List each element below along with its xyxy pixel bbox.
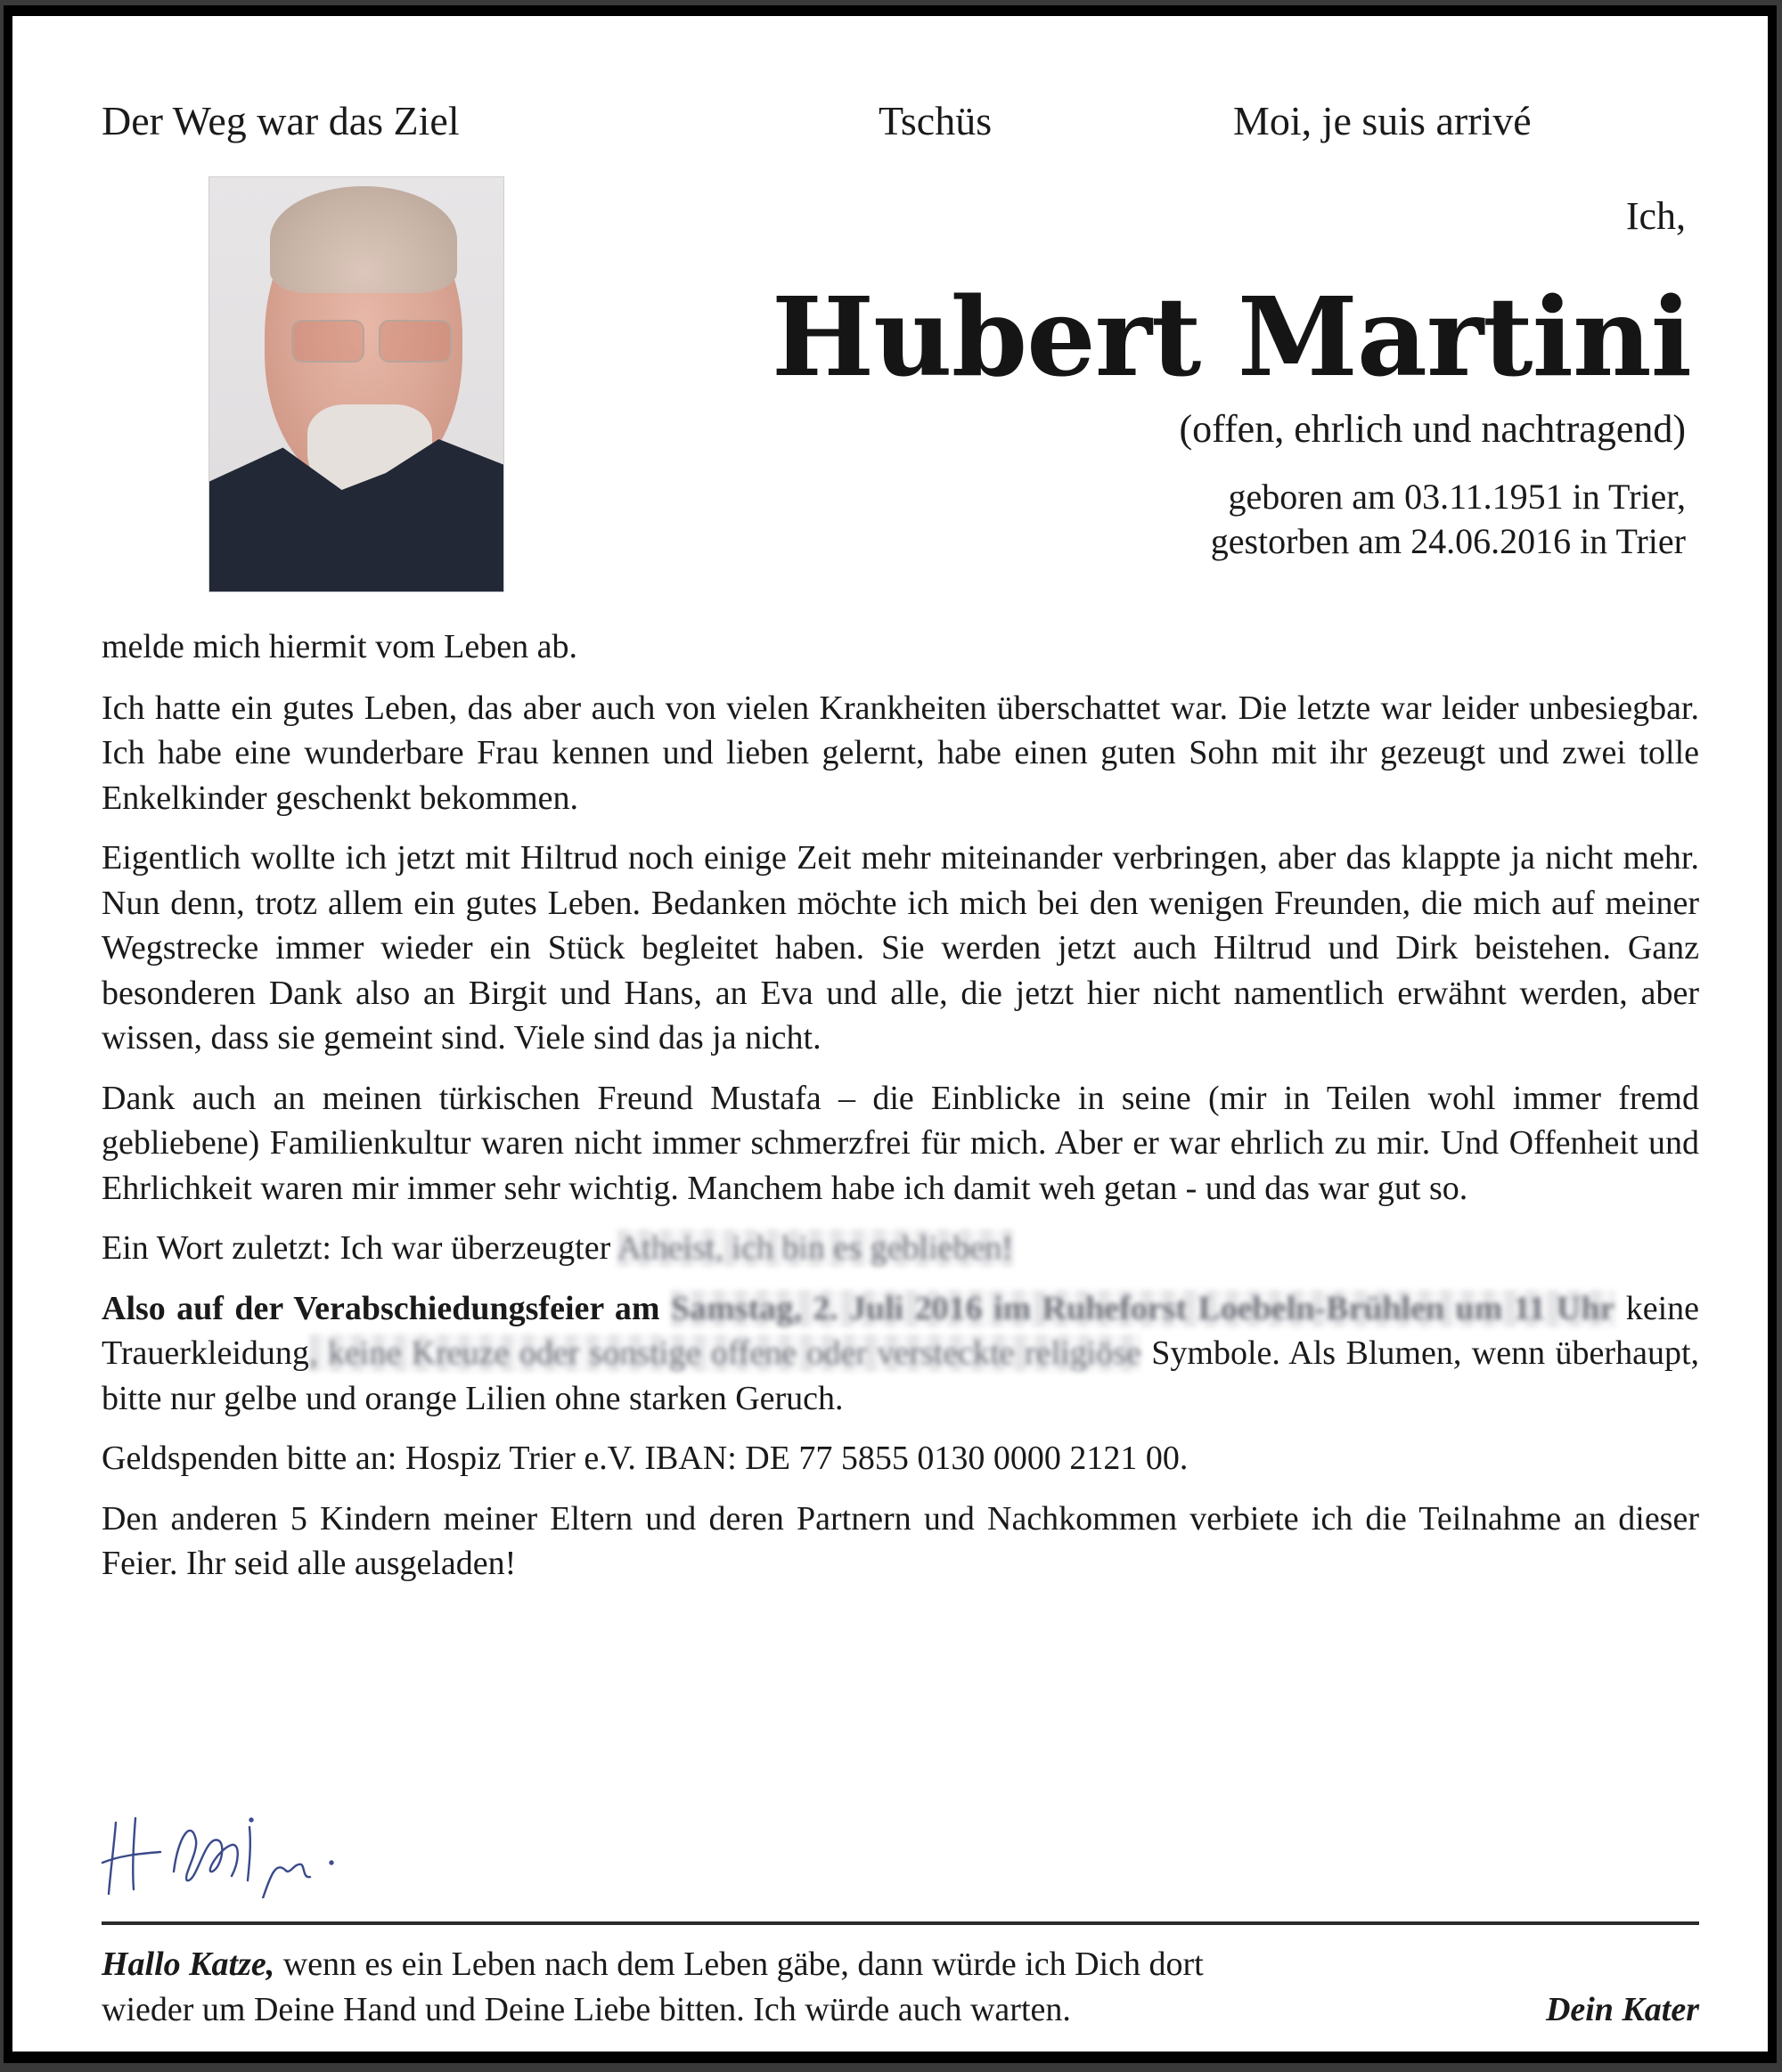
life-dates <box>1211 475 1686 564</box>
postscript-line-1 <box>102 1942 1699 1987</box>
intro-text: Ich, <box>1625 194 1686 238</box>
obituary-body <box>102 624 1699 1602</box>
signature-icon <box>98 1800 419 1898</box>
paragraph-6-text: Symbole. Als Blumen, wenn überhaupt, bitte nur gelbe und orange Lilien ohne starken Geruch. <box>102 1334 1699 1417</box>
paragraph-7: Geldspenden bitte an: Hospiz Trier e.V. IBAN: DE 77 5855 0130 0000 2121 00. <box>102 1440 1189 1477</box>
paragraph-2: Ich hatte ein gutes Leben, das aber auch von vielen Krankheiten überschattet war. Die letzte war leider unbesiegbar. Ich habe eine wunderbare Frau kennen und lieben gelernt, habe einen guten Sohn mit ihr gezeugt und zwei tolle Enkelkinder geschenkt bekommen. <box>102 689 1699 817</box>
portrait-glasses-left <box>291 320 364 363</box>
paragraph-5 <box>102 1226 1699 1271</box>
paragraph-8: Den anderen 5 Kindern meiner Eltern und deren Partnern und Nachkommen verbiete ich die Teilnahme an dieser Feier. Ihr seid alle ausgeladen! <box>102 1499 1699 1582</box>
obituary-card <box>12 16 1768 2052</box>
paragraph-6 <box>102 1286 1699 1422</box>
portrait-hair <box>270 186 457 293</box>
postscript-greeting: Hallo Katze, <box>102 1946 275 1983</box>
postscript <box>102 1942 1699 2032</box>
divider-rule <box>102 1921 1699 1925</box>
traits-text: (offen, ehrlich und nachtragend) <box>1179 407 1686 451</box>
portrait-glasses-right <box>379 320 452 363</box>
paragraph-4: Dank auch an meinen türkischen Freund Mustafa – die Einblicke in seine (mir in Teilen wohl immer fremd gebliebene) Familienkultur waren nicht immer schmerzfrei für mich. Aber er war ehrlich zu mir. Und Offenheit und Ehrlichkeit waren mir immer sehr wichtig. Manchem habe ich damit weh getan - und das war gut so. <box>102 1079 1699 1207</box>
postscript-signoff: Dein Kater <box>1545 1990 1699 2028</box>
motto-center: Tschüs <box>879 98 993 143</box>
motto-row <box>102 94 1699 148</box>
motto-right: Moi, je suis arrivé <box>1233 98 1532 143</box>
birth-date: geboren am 03.11.1951 in Trier, <box>1228 477 1686 517</box>
paragraph-6-bold: Also auf der Verabschiedungsfeier am <box>102 1289 671 1327</box>
censored-text: Atheist, ich bin es geblieben! <box>617 1229 1013 1267</box>
censored-text: Samstag, 2. Juli 2016 im Ruheforst Loebeln-Brühlen um 11 Uhr <box>670 1289 1615 1327</box>
portrait-photo <box>208 176 504 592</box>
motto-left: Der Weg war das Ziel <box>102 98 460 143</box>
paragraph-6-text: keine Trauerkleidung <box>102 1289 1699 1372</box>
paragraph-1: melde mich hiermit vom Leben ab. <box>102 628 577 665</box>
death-date: gestorben am 24.06.2016 in Trier <box>1210 521 1686 561</box>
paragraph-3: Eigentlich wollte ich jetzt mit Hiltrud noch einige Zeit mehr miteinander verbringen, aber das klappte ja nicht mehr. Nun denn, trotz allem ein gutes Leben. Bedanken möchte ich mich bei den wenigen Freunden, die mich auf meiner Wegstrecke immer wieder ein Stück begleitet haben. Sie werden jetzt auch Hiltrud und Dirk beistehen. Ganz besonderen Dank also an Birgit und Hans, an Eva und alle, die jetzt hier nicht namentlich erwähnt werden, aber wissen, dass sie gemeint sind. Viele sind das ja nicht. <box>102 839 1699 1056</box>
postscript-text-1: wenn es ein Leben nach dem Leben gäbe, dann würde ich Dich dort <box>274 1946 1204 1983</box>
postscript-text-2: wieder um Deine Hand und Deine Liebe bitten. Ich würde auch warten. <box>102 1990 1071 2028</box>
postscript-line-2 <box>102 1987 1699 2033</box>
paragraph-5-text: Ein Wort zuletzt: Ich war überzeugter <box>102 1229 617 1267</box>
deceased-name: Hubert Martini <box>771 273 1691 401</box>
censored-text: , keine Kreuze oder sonstige offene oder versteckte religiöse <box>308 1334 1141 1372</box>
